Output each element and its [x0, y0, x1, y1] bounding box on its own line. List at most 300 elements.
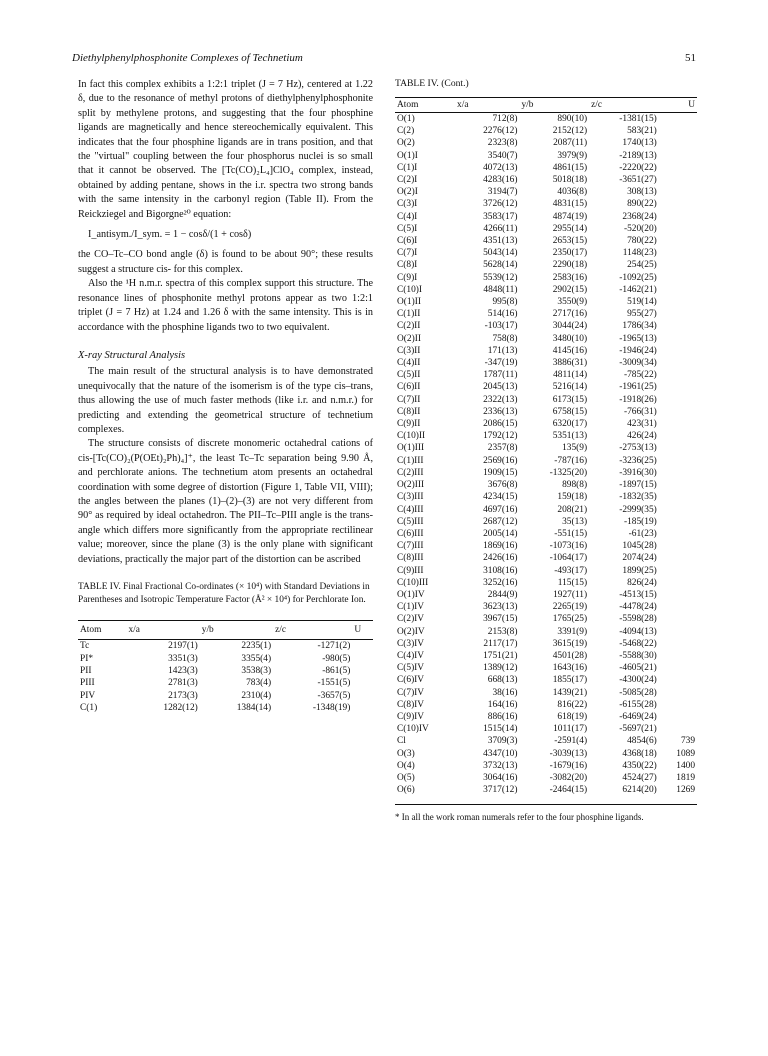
cell-zc: -6155(28): [619, 699, 657, 710]
cell-xa: 2086(15): [483, 419, 518, 430]
cell-atom: C(9)IV: [397, 711, 425, 722]
cell-yb: 4501(28): [552, 650, 588, 661]
cell-zc: -4478(24): [619, 602, 657, 613]
cell-u: [659, 455, 697, 467]
cell-yb: 898(8): [562, 480, 588, 491]
cell-yb: 1765(25): [552, 614, 588, 625]
cell-xa: 38(16): [492, 687, 518, 698]
cell-atom: O(2): [397, 138, 415, 149]
cell-xa: 3623(13): [483, 602, 518, 613]
cell-zc: 4368(18): [622, 748, 657, 759]
cell-atom: C(6)I: [397, 236, 418, 247]
cell-xa: -347(19): [484, 358, 518, 369]
cell-xa: 5539(12): [483, 272, 518, 283]
table-row: [78, 677, 373, 689]
table-row: [395, 601, 697, 613]
cell-xa: 2197(1): [168, 641, 198, 652]
cell-xa: 4266(11): [483, 223, 518, 234]
cell-xa: 1792(12): [483, 431, 518, 442]
page-number: 51: [685, 52, 696, 64]
cell-atom: C(7)I: [397, 248, 418, 259]
cell-yb: 3391(9): [557, 626, 588, 637]
cell-xa: 3583(17): [483, 211, 518, 222]
cell-zc: 4350(22): [622, 760, 657, 771]
cell-zc: -1946(24): [619, 345, 657, 356]
cell-zc: -1918(26): [619, 394, 657, 405]
table-row: [395, 711, 697, 723]
cell-u: [659, 320, 697, 332]
cell-atom: C(5)II: [397, 370, 421, 381]
table-row: [395, 369, 697, 381]
cell-zc: -766(31): [623, 406, 657, 417]
header-yb: y/b: [200, 621, 273, 640]
cell-atom: C(2)I: [397, 175, 418, 186]
cell-yb: 890(10): [557, 114, 588, 124]
cell-atom: O(5): [397, 772, 415, 783]
cell-atom: O(2)IV: [397, 626, 425, 637]
cell-zc: -3657(5): [317, 690, 351, 701]
cell-zc: -5697(21): [619, 724, 657, 735]
cell-atom: C(9)III: [397, 565, 424, 576]
cell-yb: 1384(14): [236, 702, 272, 713]
cell-xa: 171(13): [487, 345, 518, 356]
cell-xa: 514(16): [487, 309, 518, 320]
cell-zc: -2753(13): [619, 443, 657, 454]
cell-u: [659, 504, 697, 516]
cell-zc: 2074(24): [622, 553, 657, 564]
cell-zc: 955(27): [627, 309, 657, 320]
table-row: [395, 516, 697, 528]
header-zc: z/c: [589, 98, 659, 113]
table-row: [395, 296, 697, 308]
header-xa: x/a: [126, 621, 199, 640]
table-row: [395, 442, 697, 454]
table-row: [395, 613, 697, 625]
table-row: [78, 640, 373, 653]
cell-yb: 208(21): [557, 504, 588, 515]
cell-atom: O(1)IV: [397, 589, 425, 600]
cell-u: [659, 711, 697, 723]
cell-atom: C(10)I: [397, 284, 422, 295]
cell-yb: 115(15): [557, 577, 588, 588]
cell-u: [659, 528, 697, 540]
table-row: [395, 699, 697, 711]
table-row: [395, 113, 697, 126]
table-row: [395, 394, 697, 406]
cell-u: [659, 357, 697, 369]
cell-u: [659, 150, 697, 162]
cell-atom: C(1)I: [397, 162, 418, 173]
cell-yb: 1855(17): [552, 675, 588, 686]
cell-atom: O(2)I: [397, 187, 418, 198]
cell-xa: 758(8): [492, 333, 518, 344]
table-row: [395, 748, 697, 760]
cell-u: [659, 381, 697, 393]
cell-xa: 3194(7): [487, 187, 518, 198]
cell-xa: 3540(7): [487, 150, 518, 161]
table-row: [395, 491, 697, 503]
table-row: [78, 690, 373, 702]
cell-zc: -785(22): [623, 370, 657, 381]
cell-yb: 2955(14): [552, 223, 588, 234]
cell-u: [659, 674, 697, 686]
table-row: [395, 186, 697, 198]
table-row: [395, 211, 697, 223]
cell-yb: -1325(20): [549, 467, 588, 478]
cell-xa: 3732(13): [483, 760, 518, 771]
header-atom: Atom: [78, 621, 126, 640]
table-row: [395, 259, 697, 271]
cell-atom: C(8)I: [397, 260, 418, 271]
cell-yb: -1073(16): [549, 541, 588, 552]
cell-zc: -1961(25): [619, 382, 657, 393]
cell-yb: 5018(18): [552, 175, 588, 186]
cell-atom: C(1)III: [397, 455, 424, 466]
cell-u: [659, 430, 697, 442]
cell-atom: C(6)II: [397, 382, 421, 393]
cell-u: 1089: [676, 748, 695, 759]
cell-atom: C(5)IV: [397, 663, 425, 674]
cell-atom: C(3)IV: [397, 638, 425, 649]
cell-xa: 2336(13): [483, 406, 518, 417]
cell-atom: C(8)IV: [397, 699, 425, 710]
cell-atom: O(1)II: [397, 297, 421, 308]
cell-yb: 1011(17): [553, 724, 588, 735]
cell-yb: 4036(8): [557, 187, 588, 198]
cell-yb: -2591(4): [554, 736, 588, 747]
cell-zc: -1551(5): [317, 678, 351, 689]
cell-zc: -1832(35): [619, 492, 657, 503]
cell-zc: 890(22): [627, 199, 657, 210]
cell-zc: 426(24): [627, 431, 657, 442]
header-zc: z/c: [273, 621, 352, 640]
cell-xa: 4072(13): [483, 162, 518, 173]
table-row: [395, 589, 697, 601]
cell-xa: 1869(16): [483, 541, 518, 552]
table-row: [395, 626, 697, 638]
cell-zc: -185(19): [623, 516, 657, 527]
cell-atom: Cl: [397, 736, 406, 747]
cell-atom: O(6): [397, 785, 415, 796]
cell-xa: 3676(8): [487, 480, 518, 491]
table-row: [78, 665, 373, 677]
cell-u: [659, 687, 697, 699]
cell-yb: 1927(11): [553, 589, 588, 600]
table-row: [395, 235, 697, 247]
cell-yb: -551(15): [554, 528, 588, 539]
header-u: U: [659, 98, 697, 113]
cell-yb: 135(9): [562, 443, 588, 454]
table-row: [395, 674, 697, 686]
cell-u: [352, 653, 373, 665]
cell-xa: 2323(8): [487, 138, 518, 149]
cell-xa: 164(16): [487, 699, 518, 710]
cell-u: [659, 235, 697, 247]
cell-atom: O(1): [397, 114, 415, 124]
cell-zc: 308(13): [627, 187, 657, 198]
cell-yb: 35(13): [562, 516, 588, 527]
footnote: * In all the work roman numerals refer to the four phosphine ligands.: [395, 804, 697, 823]
cell-atom: C(8)II: [397, 406, 421, 417]
table-row: [395, 333, 697, 345]
cell-atom: C(6)III: [397, 528, 424, 539]
cell-zc: -3651(27): [619, 175, 657, 186]
cell-zc: -1965(13): [619, 333, 657, 344]
cell-zc: -5085(28): [619, 687, 657, 698]
cell-u: [659, 284, 697, 296]
table-row: [395, 540, 697, 552]
cell-atom: C(7)III: [397, 541, 424, 552]
intensity-formula: I_antisym./I_sym. = 1 − cosδ/(1 + cosδ): [88, 229, 252, 241]
table-row: [395, 284, 697, 296]
cell-atom: PI*: [80, 653, 94, 664]
cell-yb: 816(22): [557, 699, 588, 710]
section-title: X-ray Structural Analysis: [78, 349, 186, 361]
cell-atom: C(2): [397, 126, 415, 137]
cell-yb: 4811(14): [553, 370, 588, 381]
cell-u: [659, 638, 697, 650]
cell-atom: C(10)III: [397, 577, 429, 588]
cell-yb: 4861(15): [552, 162, 588, 173]
cell-u: [352, 640, 373, 653]
cell-atom: C(4)III: [397, 504, 424, 515]
cell-yb: 2583(16): [552, 272, 588, 283]
cell-atom: C(5)III: [397, 516, 424, 527]
cell-u: [659, 308, 697, 320]
cell-u: [352, 690, 373, 702]
table-row: [395, 430, 697, 442]
cell-atom: PIII: [80, 678, 95, 689]
cell-yb: 5351(13): [552, 431, 588, 442]
cell-atom: C(2)II: [397, 321, 421, 332]
cell-u: [659, 626, 697, 638]
table-row: [395, 504, 697, 516]
coordinates-table-part-2: [395, 97, 697, 796]
cell-u: [659, 565, 697, 577]
cell-yb: 3979(9): [557, 150, 588, 161]
cell-u: [659, 601, 697, 613]
cell-yb: 4874(19): [552, 211, 588, 222]
table-row: [395, 455, 697, 467]
cell-zc: -61(23): [628, 528, 657, 539]
cell-xa: 2569(16): [483, 455, 518, 466]
cell-xa: 995(8): [492, 297, 518, 308]
cell-atom: O(1)I: [397, 150, 418, 161]
cell-xa: 2117(17): [483, 638, 518, 649]
cell-yb: 4145(16): [552, 345, 588, 356]
cell-zc: -6469(24): [619, 711, 657, 722]
cell-u: [659, 723, 697, 735]
cell-atom: O(2)II: [397, 333, 421, 344]
table-row: [395, 650, 697, 662]
cell-u: [659, 369, 697, 381]
coordinates-table-part-1: [78, 620, 373, 714]
cell-zc: -980(5): [322, 653, 351, 664]
cell-atom: C(1)IV: [397, 602, 425, 613]
table-row: [395, 150, 697, 162]
cell-u: [659, 467, 697, 479]
cell-yb: 3886(31): [552, 358, 588, 369]
cell-yb: -3039(13): [549, 748, 588, 759]
cell-zc: -5598(28): [619, 614, 657, 625]
cell-atom: O(4): [397, 760, 415, 771]
cell-zc: -4300(24): [619, 675, 657, 686]
cell-yb: 618(19): [557, 711, 588, 722]
cell-u: [659, 540, 697, 552]
cell-yb: 3044(24): [552, 321, 588, 332]
cell-u: [659, 137, 697, 149]
cell-xa: 1423(3): [168, 666, 198, 676]
cell-atom: C(9)II: [397, 419, 421, 430]
cell-u: [352, 677, 373, 689]
cell-atom: C(7)IV: [397, 687, 425, 698]
cell-xa: 2045(13): [483, 382, 518, 393]
cell-zc: 6214(20): [622, 785, 657, 796]
cell-xa: 2357(8): [487, 443, 518, 454]
table-row: [395, 272, 697, 284]
cell-yb: 2290(18): [552, 260, 588, 271]
table-row: [395, 125, 697, 137]
cell-xa: 4351(13): [483, 236, 518, 247]
cell-zc: -1462(21): [619, 284, 657, 295]
table-row: [395, 406, 697, 418]
cell-u: [659, 345, 697, 357]
cell-zc: 826(24): [627, 577, 657, 588]
cell-yb: 2653(15): [552, 236, 588, 247]
running-title: Diethylphenylphosphonite Complexes of Technetium: [72, 52, 303, 64]
cell-xa: 5628(14): [483, 260, 518, 271]
cell-u: [659, 174, 697, 186]
cell-zc: -1381(15): [619, 114, 657, 124]
cell-yb: -1679(16): [549, 760, 588, 771]
cell-xa: 1909(15): [483, 467, 518, 478]
cell-u: [659, 406, 697, 418]
table-row: [395, 479, 697, 491]
cell-zc: 583(21): [627, 126, 657, 137]
cell-u: [659, 272, 697, 284]
cell-atom: O(3): [397, 748, 415, 759]
cell-u: [659, 552, 697, 564]
cell-xa: 4347(10): [483, 748, 518, 759]
cell-yb: 6173(15): [552, 394, 588, 405]
cell-xa: 668(13): [487, 675, 518, 686]
table-row: [395, 772, 697, 784]
table-row: [395, 320, 697, 332]
cell-u: [659, 186, 697, 198]
cell-zc: -3009(34): [619, 358, 657, 369]
cell-yb: 6320(17): [552, 419, 588, 430]
cell-zc: 1740(13): [622, 138, 657, 149]
cell-atom: C(2)IV: [397, 614, 425, 625]
table-row: [395, 467, 697, 479]
table-row: [395, 565, 697, 577]
table-row: [395, 357, 697, 369]
cell-xa: 886(16): [487, 711, 518, 722]
cell-xa: 3252(16): [483, 577, 518, 588]
cell-yb: 2310(4): [241, 690, 272, 701]
cell-xa: 1751(21): [483, 650, 518, 661]
cell-zc: 1899(25): [622, 565, 657, 576]
table-row: [395, 162, 697, 174]
cell-zc: 4524(27): [622, 772, 657, 783]
paragraph-5: The structure consists of discrete monomeric octahedral cations of cis-[Tc(CO)₂(P(OEt)₂Ph)₄]⁺, the least Tc–Tc separation being 9.90 Å, and perchlorate anions. The technetium atom presents an octahedral coordination with some degree of distortion (Figure 1, Table VII, VIII); the angles between the planes (1)–(2)–(3) are not very different from 90° as required by ideal octahedron. The PII–Tc–PIII angle is the trans-angle which differs more significantly from the appropriate rectilinear value; moreover, since the plane (3) is the only plane with significant deviations, practically the major part of the distortion can be ascribed: [78, 438, 373, 565]
cell-xa: 3064(16): [483, 772, 518, 783]
cell-u: 1269: [676, 785, 695, 796]
cell-yb: 3355(4): [241, 653, 272, 664]
cell-zc: 1045(28): [622, 541, 657, 552]
cell-yb: -2464(15): [549, 785, 588, 796]
table-row: [395, 223, 697, 235]
cell-xa: 2426(16): [483, 553, 518, 564]
cell-zc: -3236(25): [619, 455, 657, 466]
table-row: [395, 137, 697, 149]
cell-yb: 2087(11): [553, 138, 588, 149]
page-header: [72, 52, 696, 64]
cell-u: [659, 699, 697, 711]
cell-xa: 2153(8): [487, 626, 518, 637]
cell-atom: C(9)I: [397, 272, 418, 283]
cell-atom: O(1)III: [397, 443, 425, 454]
table-row: [78, 702, 373, 714]
cell-xa: 2005(14): [483, 528, 518, 539]
cell-zc: -5468(22): [619, 638, 657, 649]
cell-xa: 1787(11): [483, 370, 518, 381]
cell-u: [659, 589, 697, 601]
cell-zc: -1092(25): [619, 272, 657, 283]
cell-yb: 159(18): [557, 492, 588, 503]
table-row: [395, 552, 697, 564]
cell-u: [659, 333, 697, 345]
cell-atom: Tc: [80, 641, 90, 652]
cell-xa: 3726(12): [483, 199, 518, 210]
cell-u: 739: [680, 736, 695, 747]
table-row: [395, 174, 697, 186]
cell-zc: 423(31): [627, 419, 657, 430]
cell-yb: 2152(12): [552, 126, 588, 137]
cell-zc: -4513(15): [619, 589, 657, 600]
cell-yb: 2902(15): [552, 284, 588, 295]
header-u: U: [352, 621, 373, 640]
cell-u: [659, 247, 697, 259]
cell-zc: -520(20): [623, 223, 657, 234]
cell-xa: 2322(13): [483, 394, 518, 405]
paragraph-1: In fact this complex exhibits a 1:2:1 triplet (J = 7 Hz), centered at 1.22 δ, due to the resonance of methyl protons of diethylphenylphosphonite split by methylene protons, and suggesting that the four phosphine ligands are magnetically and hence stereochemically equivalent. This indicates that the four phosphine ligands are in trans position, and that the "virtual" coupling between the four phosphorus nuclei is so small that it cannot be observed. The [Tc(CO)₂L₄]ClO₄ complex, instead, obtained by adding pentane, shows in the i.r. spectra two strong bands with the same intensity in the carbonyl region (Table II). From the Reickziegel and Bigorgne²⁰ equation:: [78, 79, 373, 220]
cell-atom: C(4)IV: [397, 650, 425, 661]
cell-u: [659, 577, 697, 589]
cell-xa: 4848(11): [483, 284, 518, 295]
cell-xa: 2173(3): [168, 690, 198, 701]
cell-xa: 3709(3): [487, 736, 518, 747]
cell-zc: -861(5): [322, 666, 351, 676]
cell-atom: C(1)II: [397, 309, 421, 320]
cell-atom: C(6)IV: [397, 675, 425, 686]
cell-u: [352, 665, 373, 677]
cell-atom: PIV: [80, 690, 96, 701]
cell-yb: 2235(1): [241, 641, 272, 652]
cell-atom: C(7)II: [397, 394, 421, 405]
cell-yb: 2350(17): [552, 248, 588, 259]
cell-u: [659, 394, 697, 406]
cell-yb: 4831(15): [552, 199, 588, 210]
cell-zc: 519(14): [627, 297, 657, 308]
table-row: [395, 735, 697, 747]
cell-u: [659, 113, 697, 126]
cell-yb: 6758(15): [552, 406, 588, 417]
cell-u: 1819: [676, 772, 695, 783]
paragraph-2: the CO–Tc–CO bond angle (δ) is found to be about 90°; these results suggest a structure cis- for this complex.: [78, 249, 373, 275]
cell-zc: -4605(21): [619, 663, 657, 674]
cell-u: [659, 296, 697, 308]
